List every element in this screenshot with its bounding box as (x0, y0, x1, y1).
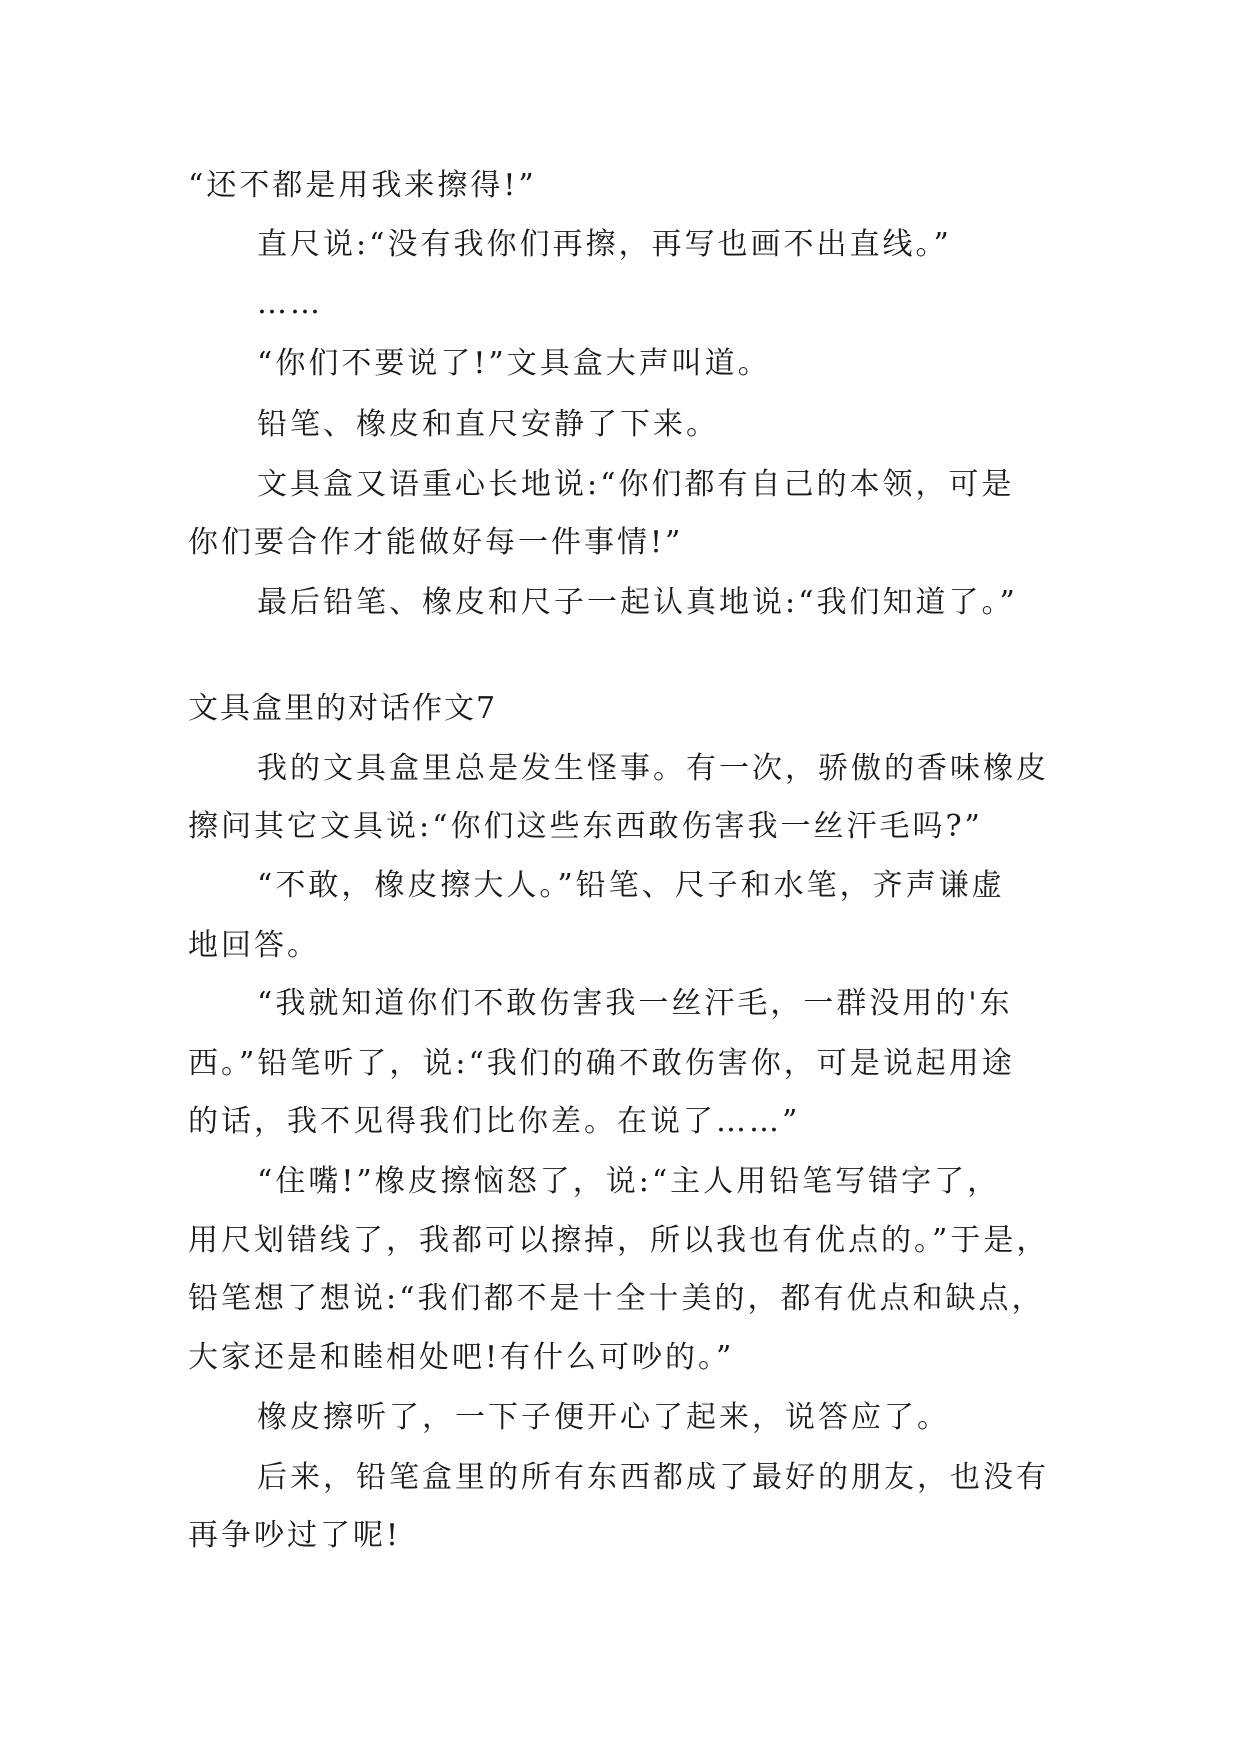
paragraph-line: 用尺划错线了，我都可以擦掉，所以我也有优点的。”于是， (188, 1223, 1050, 1258)
paragraph-line: 你们要合作才能做好每一件事情!” (188, 525, 684, 560)
paragraph-line: 直尺说:“没有我你们再擦，再写也画不出直线。” (257, 227, 952, 262)
paragraph-line: 地回答。 (188, 928, 320, 963)
paragraph-line: 的话，我不见得我们比你差。在说了……” (188, 1104, 801, 1139)
paragraph-line: “还不都是用我来擦得!” (188, 168, 537, 203)
paragraph-line: 铅笔、橡皮和直尺安静了下来。 (257, 407, 719, 442)
paragraph-line: 我的文具盒里总是发生怪事。有一次，骄傲的香味橡皮 (257, 751, 1049, 786)
paragraph-line: 擦问其它文具说:“你们这些东西敢伤害我一丝汗毛吗?” (188, 809, 983, 844)
paragraph-line: 后来，铅笔盒里的所有东西都成了最好的朋友，也没有 (257, 1460, 1049, 1495)
paragraph-line: “我就知道你们不敢伤害我一丝汗毛，一群没用的'东 (257, 986, 1013, 1021)
paragraph-line: 铅笔想了想说:“我们都不是十全十美的，都有优点和缺点， (188, 1281, 1045, 1316)
ellipsis-line: …… (257, 286, 323, 321)
paragraph-line: 橡皮擦听了，一下子便开心了起来，说答应了。 (257, 1400, 950, 1435)
paragraph-line: 再争吵过了呢! (188, 1518, 402, 1553)
paragraph-line: 大家还是和睦相处吧!有什么可吵的。” (188, 1340, 735, 1375)
paragraph-line: 文具盒又语重心长地说:“你们都有自己的本领，可是 (257, 467, 1015, 502)
paragraph-line: 最后铅笔、橡皮和尺子一起认真地说:“我们知道了。” (257, 585, 1018, 620)
paragraph-line: “你们不要说了!”文具盒大声叫道。 (257, 346, 771, 381)
section-heading: 文具盒里的对话作文7 (188, 691, 498, 726)
paragraph-line: “不敢，橡皮擦大人。”铅笔、尺子和水笔，齐声谦虚 (257, 868, 1005, 903)
paragraph-line: 西。”铅笔听了，说:“我们的确不敢伤害你，可是说起用途 (188, 1046, 1015, 1081)
paragraph-line: “住嘴!”橡皮擦恼怒了，说:“主人用铅笔写错字了， (257, 1164, 1001, 1199)
